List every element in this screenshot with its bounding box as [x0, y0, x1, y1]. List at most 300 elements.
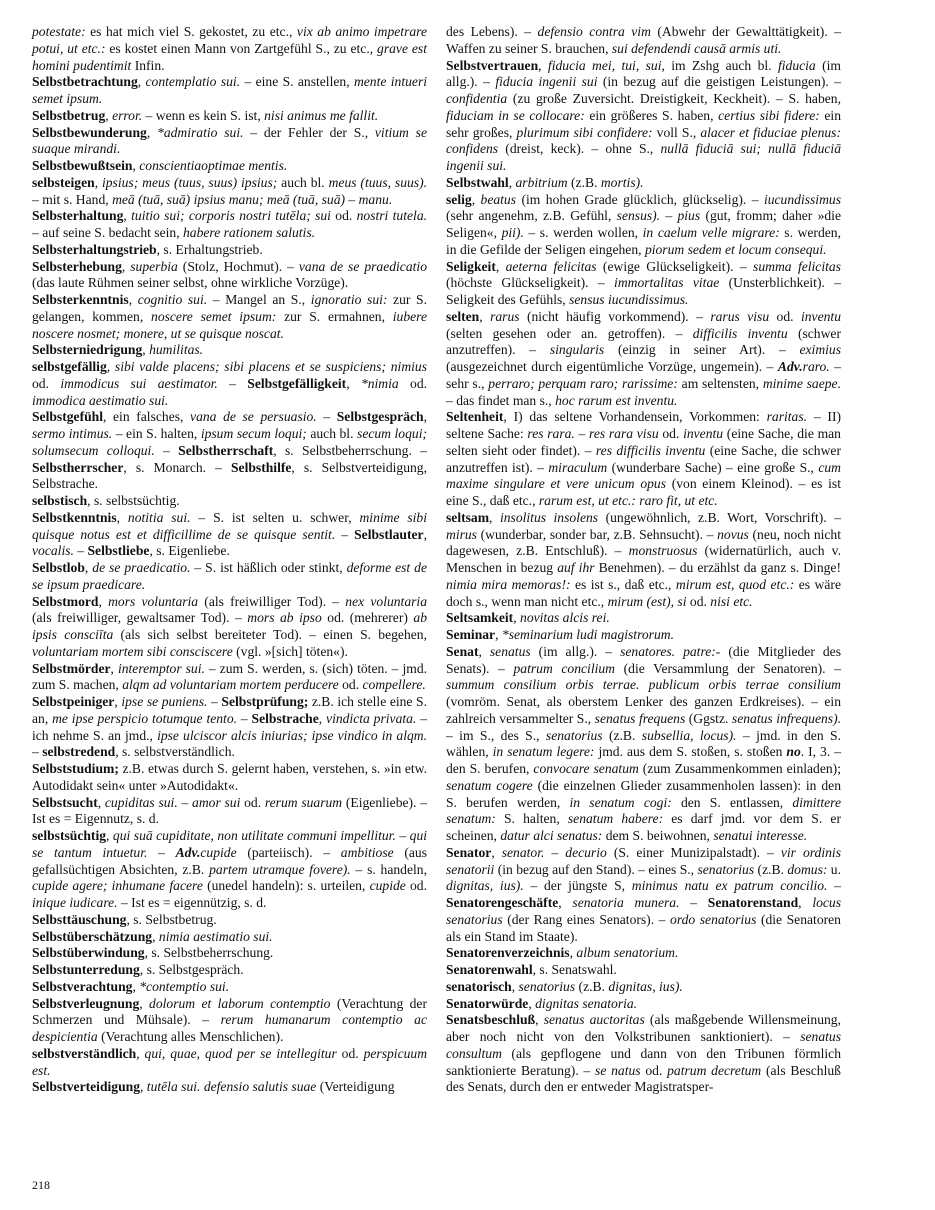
latin-term: cognitio sui.: [137, 292, 208, 307]
entry-text: (als maßgebende Willensmeinung, aber noch nicht von den Volkstribunen sanktioniert). –: [446, 1012, 841, 1044]
dictionary-entry: [446, 24, 841, 58]
latin-term: patrum decretum: [667, 1062, 762, 1078]
headword: Selbstverleugnung: [32, 995, 140, 1011]
latin-term: confidentia: [446, 91, 508, 106]
dictionary-entry: [32, 594, 427, 661]
latin-term: mente intueri semet ipsum.: [32, 74, 428, 106]
entry-text: voll S.,: [652, 124, 701, 140]
headword: Selbstlob: [32, 560, 85, 575]
headword: Seltenheit: [446, 409, 504, 425]
latin-term: alqm ad voluntariam mortem perducere: [122, 677, 339, 693]
entry-text: jmd. aus dem S. stoßen, s. stoßen: [594, 744, 787, 760]
dictionary-entry: [32, 945, 427, 962]
entry-text: ,: [569, 945, 577, 961]
latin-term: senatum cogere: [446, 777, 533, 793]
latin-term: miraculum: [548, 459, 608, 475]
latin-term: qui, quae, quod per se intellegitur: [144, 1045, 337, 1061]
dictionary-entry: [446, 845, 841, 946]
entry-text: –: [827, 878, 841, 894]
latin-term: qui suā cupiditate, non utilitate communi impellitur.: [112, 828, 396, 843]
latin-term: ignoratio sui:: [310, 292, 388, 307]
headword: Selbstunterredung: [32, 962, 140, 977]
dictionary-entry: [446, 58, 841, 175]
entry-text: z.B. etwas durch S. gelernt haben, verstehen, s. »in etw. Autodidakt sein« unter »Autodidakt«.: [32, 761, 427, 793]
latin-term: ipsum secum loqui;: [200, 426, 307, 441]
entry-text: des Lebens). –: [446, 24, 538, 39]
page-number: 218: [32, 1178, 50, 1192]
headword: Seligkeit: [446, 258, 496, 274]
entry-text: es darf jmd. vor dem S. er scheinen,: [446, 811, 841, 843]
emphasis: Adv.: [777, 359, 803, 374]
entry-text: ,: [491, 844, 502, 860]
entry-text: (dreist, keck). – ohne S.,: [498, 141, 661, 157]
latin-term: summum consilium orbis terrae. publicum orbis terrae consilium: [446, 677, 841, 693]
entry-text: ,: [110, 660, 118, 676]
entry-text: – wenn es kein S. ist,: [142, 107, 265, 123]
latin-term: iubere noscere nosmet; monere, ut se quisque noscat.: [32, 308, 427, 341]
entry-text: (die einzelnen Glieder zusammenholen lassen): in den S. berufen werden,: [446, 777, 841, 810]
latin-term: raritas.: [766, 409, 808, 425]
latin-term: mors ab ipso: [247, 610, 322, 626]
dictionary-entry: [32, 661, 427, 695]
latin-term: interemptor sui.: [117, 660, 205, 676]
entry-text: –: [147, 844, 176, 860]
dictionary-entry: [32, 158, 427, 175]
latin-term: nostri tutela.: [356, 208, 428, 224]
entry-text: S. halten,: [495, 811, 568, 827]
headword: Selbsterhaltung: [32, 208, 124, 224]
latin-term: *contemptio sui.: [139, 978, 230, 994]
entry-text: ,: [508, 174, 516, 190]
entry-text: –: [154, 442, 179, 458]
latin-term: pii).: [501, 225, 524, 240]
headword: selbstverständlich: [32, 1045, 137, 1061]
entry-text: ,: [139, 995, 150, 1011]
entry-text: ,: [318, 710, 327, 726]
latin-term: novus: [717, 526, 749, 542]
latin-term: sermo intimus.: [32, 426, 113, 441]
entry-text: (höchste Glückseligkeit). –: [446, 275, 615, 291]
latin-term: mirus: [446, 526, 477, 542]
entry-text: ,: [346, 375, 361, 391]
entry-text: (einzig in seiner Art). –: [604, 342, 800, 358]
entry-text: , s. Erhaltungstrieb.: [156, 241, 263, 257]
entry-text: (Ggstz.: [685, 710, 732, 726]
latin-term: deforme est de se ipsum praedicare.: [32, 560, 428, 592]
entry-text: es wäre doch s., wenn man nicht etc.,: [446, 576, 841, 609]
dictionary-entry: [446, 945, 841, 962]
latin-term: dignitas senatoria.: [535, 995, 638, 1011]
entry-text: auch bl.: [277, 174, 329, 190]
latin-term: vir ordinis senatorii: [446, 844, 841, 877]
latin-term: potestate:: [32, 24, 86, 39]
latin-term: dimittere senatum:: [446, 794, 841, 827]
latin-term: raro.: [802, 359, 830, 374]
entry-text: (als gepflogene und dann von den Tribunen förmlich sanktionierte Beratung). –: [446, 1045, 841, 1078]
latin-term: inventu: [800, 308, 841, 324]
headword: Selbstüberschätzung: [32, 928, 153, 944]
latin-term: difficilis inventu: [692, 325, 788, 341]
right-column: [446, 24, 841, 1096]
entry-text: ,: [142, 342, 150, 358]
entry-text: –: [237, 710, 252, 726]
latin-term: error.: [112, 107, 143, 123]
latin-term: minime saepe.: [762, 375, 841, 391]
latin-term: inventu: [683, 426, 724, 441]
latin-term: senatus: [489, 643, 531, 659]
latin-term: vana de se praedicatio: [298, 258, 427, 274]
latin-term: sensus iucundissimus.: [569, 292, 689, 307]
headword: Selbstliebe: [87, 543, 150, 559]
dictionary-entry: [32, 125, 427, 159]
headword: Seltsamkeit: [446, 610, 514, 626]
dictionary-entry: [446, 644, 841, 845]
entry-text: Benehmen). – du erzählst da ganz s. Dinge!: [594, 560, 841, 575]
entry-text: od.: [686, 593, 711, 609]
entry-text: ,: [495, 258, 506, 274]
entry-text: (Verachtung der Schmerzen und Mühsale). –: [32, 995, 427, 1028]
headword: selbstisch: [32, 493, 88, 508]
entry-text: –: [217, 375, 248, 391]
latin-term: partem utramque fovere).: [209, 861, 351, 877]
entry-text: ,: [123, 208, 132, 224]
latin-term: inique iudicare.: [32, 895, 118, 910]
entry-text: (z.B.: [567, 174, 601, 190]
latin-term: tuitio sui; corporis nostri tutēla; sui: [131, 208, 331, 224]
entry-text: od.: [640, 1062, 668, 1078]
dictionary-entry: [32, 359, 427, 409]
latin-term: notitia sui.: [127, 509, 191, 525]
entry-text: ,: [105, 107, 113, 123]
entry-text: (die Senatoren als ein Stand im Staate).: [446, 911, 841, 944]
entry-text: – auf seine S. bedacht sein,: [32, 225, 183, 240]
entry-text: den S. entlassen,: [671, 794, 793, 810]
latin-term: me ipse perspicio totumque tento.: [52, 710, 238, 726]
entry-text: (parteiisch). –: [236, 844, 341, 860]
headword: Selbstherrschaft: [178, 442, 274, 458]
entry-text: – S. ist selten u. schwer,: [190, 509, 360, 525]
latin-term: dolorum et laborum contemptio: [149, 995, 331, 1011]
entry-text: –: [660, 208, 678, 224]
latin-term: certius sibi fidere:: [718, 107, 820, 123]
latin-term: insolitus insolens: [499, 509, 599, 525]
entry-text: (der Rang eines Senators). –: [502, 911, 671, 927]
entry-text: od.: [338, 677, 363, 693]
latin-term: habere rationem salutis.: [183, 225, 316, 240]
entry-text: , s. Selbstgespräch.: [139, 962, 244, 977]
entry-text: od.: [330, 208, 357, 224]
dictionary-entry: [32, 761, 427, 795]
emphasis: no: [786, 744, 801, 760]
entry-text: Infin.: [131, 57, 165, 73]
dictionary-entry: [32, 242, 427, 259]
entry-text: od.: [769, 308, 801, 324]
entry-text: ,: [116, 509, 128, 525]
entry-text: ,: [511, 978, 519, 994]
dictionary-entry: [32, 929, 427, 946]
latin-term: senatus infrequens).: [731, 710, 841, 726]
latin-term: cum maxime singulare et vere unicum opus: [446, 459, 841, 492]
entry-text: –: [73, 543, 88, 559]
headword: Selbstmord: [32, 593, 99, 609]
entry-text: od.: [405, 878, 427, 894]
dictionary-entry: [32, 912, 427, 929]
entry-text: – Ist es = eigennützig, s. d.: [117, 895, 267, 910]
headword: Selbstverteidigung: [32, 1079, 140, 1095]
latin-term: tutēla sui. defensio salutis suae: [146, 1079, 317, 1095]
dictionary-entry: [446, 979, 841, 996]
headword: Selbstrache: [251, 710, 319, 726]
dictionary-entry: [32, 108, 427, 125]
latin-term: contemplatio sui.: [145, 74, 241, 90]
entry-text: (z.B.: [754, 861, 788, 877]
headword: Selbstbewußtsein: [32, 158, 133, 173]
headword: Senatorenstand: [707, 895, 799, 910]
entry-text: (in bezug auf den Stand). – eines S.,: [494, 861, 698, 877]
headword: Selbstvertrauen: [446, 57, 539, 73]
headword: Senatorenwahl: [446, 962, 533, 977]
entry-text: od.: [336, 1045, 364, 1061]
latin-term: vocalis.: [32, 543, 74, 559]
entry-text: (ungewöhnlich, z.B. Wort, Vorschrift). –: [598, 509, 842, 525]
headword: Selbsterhebung: [32, 258, 122, 274]
entry-text: – der jüngste S,: [523, 878, 632, 894]
latin-term: conscientiaoptimae mentis.: [139, 158, 288, 173]
entry-text: (schwer anzutreffen). –: [446, 325, 841, 358]
latin-term: vindicta privata.: [326, 710, 417, 726]
headword: Senat: [446, 643, 479, 659]
entry-text: –: [335, 526, 355, 542]
latin-term: vana de se persuasio.: [190, 409, 317, 425]
entry-text: (aus gefallsüchtigen Absichten, z.B.: [32, 844, 427, 877]
dictionary-entry: [446, 996, 841, 1013]
latin-term: cupide: [200, 844, 237, 860]
latin-term: noscere semet ipsum:: [151, 308, 277, 324]
headword: Selbsttäuschung: [32, 911, 127, 927]
entry-text: od.: [32, 375, 61, 391]
latin-term: locus senatorius: [446, 895, 842, 927]
left-column: [32, 24, 427, 1096]
entry-text: , I) das seltene Vorhandensein, Vorkommen:: [503, 409, 767, 425]
entry-text: ein größeres S. haben,: [584, 107, 719, 123]
entry-text: (zu große Zuversicht. Dreistigkeit, Keckheit). – S. haben,: [507, 91, 841, 106]
dictionary-entry: [446, 510, 841, 611]
dictionary-entry: [32, 962, 427, 979]
entry-text: – sehr s.,: [446, 359, 841, 391]
entry-text: ,: [558, 895, 573, 910]
dictionary-entry: [32, 24, 427, 74]
latin-term: pius: [677, 208, 701, 224]
dictionary-entry: [32, 409, 427, 493]
latin-term: res difficilis inventu: [595, 442, 706, 458]
latin-term: senatus frequens: [594, 710, 686, 726]
latin-term: senatus consultum: [446, 1029, 841, 1061]
latin-term: patrum concilium: [513, 660, 615, 676]
entry-text: (im allg.). –: [530, 643, 621, 659]
latin-term: defensio contra vim: [537, 24, 651, 39]
latin-term: fiducia ingenii sui: [495, 74, 598, 90]
entry-text: ,: [478, 643, 490, 659]
entry-text: ,: [137, 74, 146, 90]
entry-text: (eine Sache, die schwer anzutreffen ist). –: [446, 442, 841, 475]
entry-text: – eine S. anstellen,: [240, 74, 354, 90]
entry-text: (von einem Kleinod). – es ist eine S., daß etc.,: [446, 476, 841, 508]
latin-term: ipse se puniens.: [121, 694, 208, 709]
latin-term: senatorius: [697, 861, 755, 877]
headword: Selbstbewunderung: [32, 124, 147, 140]
latin-term: grave est homini pudentimit: [32, 40, 427, 73]
latin-term: perspicuum est.: [32, 1045, 428, 1078]
entry-text: –: [32, 744, 43, 760]
dictionary-entry: [446, 175, 841, 192]
entry-text: ,: [84, 560, 93, 575]
entry-text: zur S. gelangen, kommen,: [32, 292, 427, 324]
entry-text: – Mangel an S.,: [207, 292, 311, 307]
entry-text: (im allg.). –: [446, 57, 841, 90]
latin-term: ipsius; meus (tuus, suus) ipsius;: [101, 174, 278, 190]
entry-text: , s. Selbstverteidigung, Selbstrache.: [32, 459, 427, 492]
entry-text: –: [679, 895, 708, 910]
latin-term: singularis: [549, 342, 605, 358]
entry-text: es ist s., daß etc.,: [570, 576, 676, 592]
latin-term: mortis).: [600, 174, 644, 190]
entry-text: (Abwehr der Gewalttätigkeit). – Waffen zu seiner S. brauchen,: [446, 24, 841, 56]
latin-term: decurio: [565, 844, 607, 860]
dictionary-entry: [32, 259, 427, 293]
entry-text: – zum S. werden, s. (sich) töten. – jmd. zum S. machen,: [32, 660, 428, 693]
entry-text: (als Beschluß des Senats, durch den er entweder Magistratsper-: [446, 1062, 841, 1095]
latin-term: cupide: [369, 878, 406, 894]
entry-text: u.: [827, 861, 842, 877]
latin-term: fiducia mei, tui, sui,: [547, 57, 665, 73]
entry-text: ,: [535, 1012, 544, 1028]
entry-text: ,: [98, 593, 109, 609]
entry-text: am seltensten,: [677, 375, 763, 391]
entry-text: (Unsterblichkeit). – Seligkeit des Gefühls,: [446, 275, 842, 307]
entry-text: ,: [132, 158, 140, 173]
latin-term: dignitas, ius).: [446, 878, 524, 894]
dictionary-entry: [32, 1079, 427, 1096]
entry-text: (selten gesehen oder an. getroffen). –: [446, 325, 693, 341]
entry-text: – der Fehler der S.,: [243, 124, 375, 140]
latin-term: *nimia: [360, 375, 399, 391]
latin-term: qui se tantum intuetur.: [32, 828, 428, 860]
latin-term: datur alci senatus:: [500, 828, 603, 843]
entry-text: – ich nehme S. an jmd.,: [32, 710, 427, 743]
latin-term: nullā fiduciā sui; nullā fiduciā ingenii sui.: [446, 141, 841, 173]
latin-term: convocare senatum: [533, 761, 639, 776]
headword: Senatorwürde: [446, 995, 529, 1011]
latin-term: vix ab animo impetrare potui, ut etc.:: [32, 24, 427, 56]
entry-text: ,: [106, 828, 113, 843]
latin-term: eximius: [799, 342, 841, 358]
latin-term: summa felicitas: [753, 258, 841, 274]
dictionary-entry: [32, 74, 427, 108]
dictionary-entry: [446, 962, 841, 979]
latin-term: mirum (est), si: [607, 593, 687, 609]
headword: selbstgefällig: [32, 359, 107, 374]
latin-term: cupide agere; inhumane facere: [32, 878, 203, 894]
latin-term: nimia aestimatio sui.: [158, 928, 273, 944]
dictionary-entry: [32, 828, 427, 912]
dictionary-entry: [32, 795, 427, 829]
latin-term: rarus visu: [710, 308, 770, 324]
latin-term: sibi valde placens; sibi placens et se suspiciens; nimius: [114, 359, 428, 374]
latin-term: senator.: [501, 844, 545, 860]
emphasis: Adv.: [175, 844, 201, 860]
entry-text: es kostet einen Mann von Zartgefühl S., zu etc.,: [105, 40, 378, 56]
latin-term: domus:: [787, 861, 828, 877]
entry-text: ,: [152, 928, 159, 944]
entry-text: es hat mich viel S. gekostet, zu etc.,: [85, 24, 297, 39]
latin-term: novitas alcis rei.: [520, 610, 610, 626]
latin-term: rarus: [490, 308, 520, 324]
entry-text: – ein S. halten,: [112, 426, 201, 441]
latin-term: de se praedicatio.: [92, 560, 191, 575]
headword: seltsam: [446, 509, 490, 525]
entry-text: od.: [658, 426, 684, 441]
entry-text: ,: [538, 57, 548, 73]
entry-text: – s. handeln,: [350, 861, 427, 877]
entry-text: – im S., des S.,: [446, 727, 546, 743]
headword: Selbstbetrug: [32, 107, 106, 123]
entry-text: od.: [240, 794, 265, 810]
entry-text: (als sich selbst bereiteter Tod). – einen S. begehen,: [113, 627, 427, 642]
entry-text: ,: [479, 308, 491, 324]
dictionary-entry: [446, 309, 841, 410]
entry-text: ,: [132, 978, 140, 994]
entry-text: ,: [146, 124, 158, 140]
entry-text: , s. Senatswahl.: [532, 962, 617, 977]
headword: Senatorenverzeichnis: [446, 945, 570, 961]
entry-text: , s. Selbstbeherrschung.: [144, 945, 274, 961]
entry-text: (Verteidigung: [316, 1079, 395, 1095]
entry-text: – das findet man s.,: [446, 392, 556, 408]
latin-term: in senatum cogi:: [569, 794, 672, 810]
entry-text: (sehr angenehm, z.B. Gefühl,: [446, 208, 617, 224]
entry-text: ,: [136, 1045, 145, 1061]
latin-term: alacer et fiduciae plenus: confidens: [446, 124, 841, 157]
dictionary-entry: [32, 996, 427, 1046]
entry-text: (zum Zusammenkommen einladen);: [638, 761, 841, 776]
entry-text: ,: [423, 409, 427, 425]
latin-term: superbia: [130, 258, 178, 274]
entry-text: –: [207, 694, 222, 709]
headword: Senatorengeschäfte: [446, 895, 559, 910]
dictionary-entry: [32, 208, 427, 242]
latin-term: meā (tuā, suā) ipsius manu; meā (tuā, suā) – manu.: [112, 191, 393, 207]
entry-text: ,: [489, 509, 500, 525]
entry-text: (unedel handeln): s. urteilen,: [202, 878, 370, 894]
headword: Selbstwahl: [446, 174, 509, 190]
entry-text: ,: [97, 794, 105, 810]
entry-text: ,: [121, 258, 131, 274]
headword: selig: [446, 191, 472, 207]
entry-text: (die Mitglieder des Senats). –: [446, 643, 841, 676]
latin-term: *seminarium ludi magistrorum.: [501, 627, 674, 642]
entry-text: ,: [495, 627, 502, 642]
entry-text: od. (mehrerer): [321, 610, 414, 626]
headword: Seminar: [446, 627, 496, 642]
latin-term: vitium se suaque mirandi.: [32, 124, 427, 157]
entry-text: ,: [128, 292, 138, 307]
entry-text: – jmd. in den S. wählen,: [446, 727, 841, 760]
entry-text: ,: [423, 526, 427, 542]
latin-term: in caelum velle migrare:: [642, 225, 780, 240]
latin-term: rarum est, ut etc.: raro fit, ut etc.: [538, 493, 718, 508]
headword: Selbstpeiniger: [32, 694, 115, 709]
latin-term: album senatorium.: [576, 945, 679, 961]
